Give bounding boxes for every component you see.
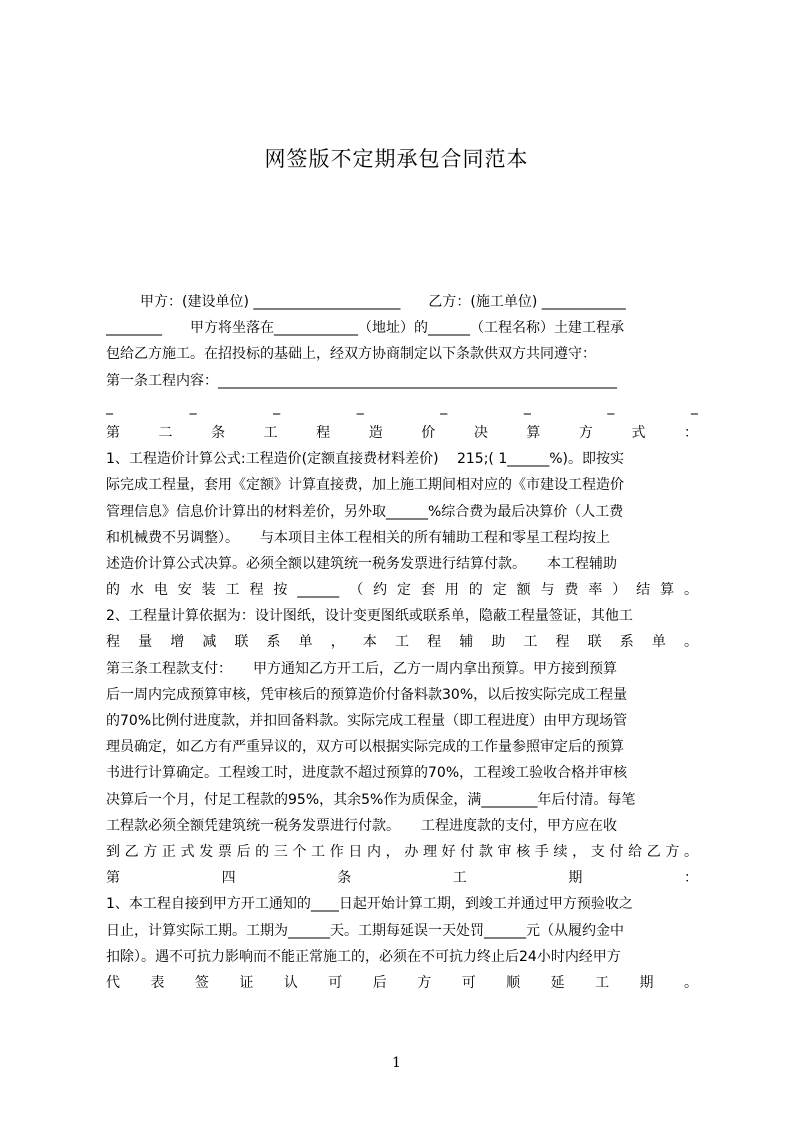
text-line-article-1: 第一条工程内容：_________________________________________________________ (106, 372, 617, 389)
text-line: 到乙方正式发票后的三个工作日内，办理好付款审核手续，支付给乙方。 (106, 843, 698, 860)
text-line: ________ 甲方将坐落在____________（地址）的______（工程名称）土建工程承 (106, 320, 624, 337)
text-line: 决算后一个月，付足工程款的95%，其余5%作为质保金，满________年后付清。每笔 (106, 791, 636, 808)
text-line: 的70%比例付进度款，并扣回备料款。实际完成工程量（即工程进度）由甲方现场管 (106, 713, 628, 729)
text-line: 包给乙方施工。在招投标的基础上，经双方协商制定以下条款供双方共同遵守： (106, 346, 596, 363)
contract-body (106, 289, 698, 996)
text-line: 程 量 增 减 联 系 单 ， 本 工 程 辅 助 工 程 联 系 单 。 (106, 634, 698, 651)
text-line: 理员确定，如乙方有严重异议的，双方可以根据实际完成的工作量参照审定后的预算 (106, 739, 624, 756)
text-line-article-4-heading: 第 四 条 工 期 ： (106, 870, 698, 887)
text-line: 代 表 签 证 认 可 后 方 可 顺 延 工 期 。 (106, 974, 698, 991)
text-line-party-a-b: 甲方：(建设单位) _____________________ 乙方：(施工单位) ____________ (140, 294, 626, 310)
text-line-article-3: 第三条工程款支付： 甲方通知乙方开工后，乙方一周内拿出预算。甲方接到预算 (106, 660, 617, 677)
text-line: _ _ _ _ _ _ _ _ (106, 398, 698, 415)
text-line: 日止，计算实际工期。工期为______天。工期每延误一天处罚______元（从履约金中 (106, 922, 624, 939)
text-line-article-2-heading: 第 二 条 工 程 造 价 决 算 方 式 ： (106, 424, 698, 441)
document-title: 网签版不定期承包合同范本 (264, 147, 529, 171)
text-line: 1、工程造价计算公式:工程造价(定额直接费材料差价) 215;( 1______%)。即按实 (106, 451, 625, 468)
text-line: 管理信息》信息价计算出的材料差价，另外取______%综合费为最后决算价（人工费 (106, 503, 624, 520)
text-line: 后一周内完成预算审核，凭审核后的预算造价付备料款30%，以后按实际完成工程量 (106, 686, 628, 703)
text-line: 际完成工程量，套用《定额》计算直接费，加上施工期间相对应的《市建设工程造价 (106, 477, 624, 494)
text-line: 的水电安装工程按______（约定套用的定额与费率）结算。 (106, 582, 698, 599)
text-line: 2、工程量计算依据为：设计图纸，设计变更图纸或联系单，隐蔽工程量签证，其他工 (106, 608, 633, 625)
text-line: 和机械费不另调整）。 与本项目主体工程相关的所有辅助工程和零星工程均按上 (106, 529, 610, 546)
text-line: 述造价计算公式决算。必须全额以建筑统一税务发票进行结算付款。 本工程辅助 (106, 555, 617, 572)
text-line: 1、本工程自接到甲方开工通知的____日起开始计算工期，到竣工并通过甲方预验收之 (106, 896, 633, 913)
text-line: 工程款必须全额凭建筑统一税务发票进行付款。 工程进度款的支付，甲方应在收 (106, 817, 617, 834)
text-line: 扣除）。遇不可抗力影响而不能正常施工的，必须在不可抗力终止后24小时内经甲方 (106, 948, 621, 965)
text-line: 书进行计算确定。工程竣工时，进度款不超过预算的70%，工程竣工验收合格并审核 (106, 765, 628, 782)
page-number: 1 (392, 1055, 401, 1071)
